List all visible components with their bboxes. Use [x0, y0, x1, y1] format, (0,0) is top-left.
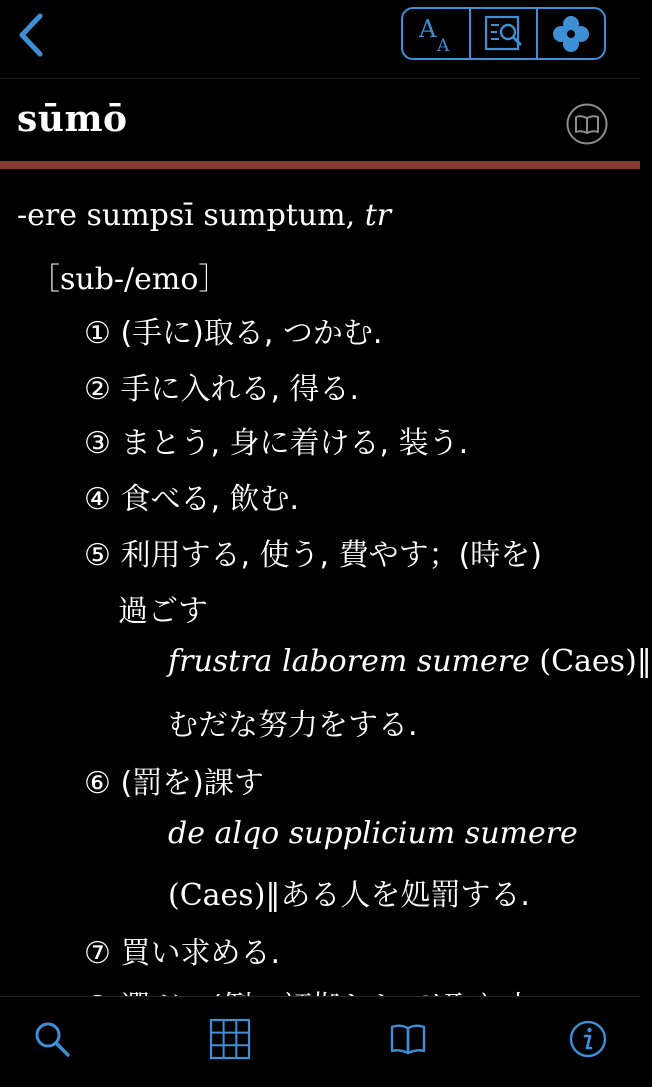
sense-5-continuation: 過ごす — [118, 594, 208, 629]
sense-number: ⑦ — [84, 936, 111, 971]
back-button[interactable] — [14, 12, 48, 58]
headword-title: sūmō — [17, 98, 128, 140]
info-icon — [568, 1019, 608, 1059]
search-definition-button[interactable] — [469, 9, 537, 58]
search-icon — [32, 1019, 72, 1059]
tab-search[interactable] — [30, 1017, 74, 1061]
tab-book[interactable] — [386, 1017, 430, 1061]
font-size-small-a: A — [436, 35, 450, 56]
font-size-large-a: A — [418, 14, 437, 43]
sense-number: ⑥ — [84, 766, 111, 801]
example-translation: むだな努力をする. — [168, 708, 418, 743]
example-translation-line — [168, 870, 530, 914]
example-latin — [168, 644, 652, 679]
sense-text: 手に入れる, 得る. — [120, 372, 360, 407]
forms-text: -ere sumpsī sumptum, — [17, 198, 356, 233]
separator-mark: ‖ — [265, 878, 281, 913]
headword-divider — [0, 161, 640, 169]
example-phrase: de alqo supplicium sumere — [168, 816, 578, 851]
search-definition-icon — [483, 14, 525, 54]
grid-icon — [209, 1018, 251, 1060]
sense-text: (手に)取る, つかむ. — [120, 316, 383, 351]
separator-mark: ‖ — [636, 644, 652, 679]
sense-1 — [84, 308, 382, 352]
etymology: ［sub-/emo］ — [30, 262, 229, 297]
sense-number: ⑤ — [84, 538, 111, 573]
principal-parts — [17, 198, 391, 233]
sense-text: (罰を)課す — [120, 766, 264, 801]
font-size-button[interactable] — [403, 9, 469, 58]
book-button[interactable] — [566, 103, 608, 145]
bottom-tab-bar — [0, 996, 640, 1087]
font-size-icon — [416, 14, 456, 54]
sense-number: ② — [84, 372, 111, 407]
sense-number: ③ — [84, 426, 111, 461]
sense-text: 食べる, 飲む. — [120, 482, 300, 517]
sense-number: ① — [84, 316, 111, 351]
chevron-left-icon — [14, 12, 48, 58]
clover-menu-button[interactable] — [536, 9, 604, 58]
sense-6 — [84, 758, 264, 802]
sense-text: 買い求める. — [120, 936, 280, 971]
sense-text: 利用する, 使う, 費やす；(時を) — [120, 538, 543, 573]
example-latin — [168, 816, 578, 851]
toolbar-segmented-control — [401, 7, 606, 60]
sense-4 — [84, 474, 299, 518]
book-icon — [388, 1019, 428, 1059]
entry-content — [0, 170, 652, 996]
grammar-label: tr — [364, 198, 392, 233]
clover-icon — [551, 14, 591, 54]
sense-7 — [84, 928, 280, 972]
example-source: (Caes) — [539, 644, 637, 679]
sense-text: まとう, 身に着ける, 装う. — [120, 426, 469, 461]
sense-5 — [84, 530, 542, 574]
tab-index-grid[interactable] — [208, 1017, 252, 1061]
example-phrase: frustra laborem sumere — [168, 644, 530, 679]
sense-2 — [84, 364, 359, 408]
sense-3 — [84, 418, 468, 462]
top-navigation-bar — [0, 0, 640, 79]
example-source: (Caes) — [168, 878, 266, 913]
tab-info[interactable] — [566, 1017, 610, 1061]
example-translation: ある人を処罰する. — [280, 878, 530, 913]
sense-number: ④ — [84, 482, 111, 517]
book-circle-icon — [566, 103, 608, 145]
